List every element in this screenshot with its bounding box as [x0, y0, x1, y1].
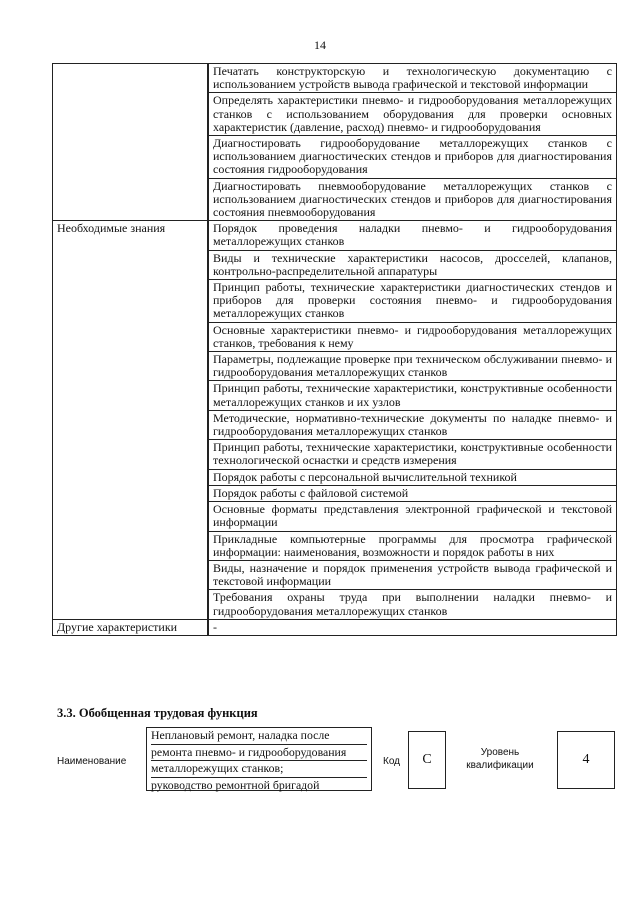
function-name-line: руководство ремонтной бригадой [151, 777, 320, 792]
table-cell: Основные характеристики пневмо- и гидрооборудования металлорежущих станков, требования к нему [208, 322, 617, 351]
table-cell: - [208, 619, 617, 635]
table-cell: Принцип работы, технические характеристики, конструктивные особенности металлорежущих станков и их узлов [208, 381, 617, 410]
level-label-line: Уровень [480, 747, 520, 758]
row-group-heading: Необходимые знания [53, 221, 209, 619]
table-cell: Требования охраны труда при выполнении наладки пневмо- и гидрооборудования металлорежущих станков [208, 590, 617, 619]
qualification-level-label [458, 746, 542, 772]
row-group-heading [53, 64, 209, 221]
table-cell: Виды и технические характеристики насосов, дросселей, клапанов, контрольно-распределительной аппаратуры [208, 250, 617, 279]
table-body [53, 64, 617, 636]
page-number: 14 [314, 38, 326, 52]
table-cell: Печатать конструкторскую и технологическую документацию с использованием устройств вывода графической и текстовой информации [208, 64, 617, 93]
table-cell: Методические, нормативно-технические документы по наладке пневмо- и гидрооборудования металлорежущих станков [208, 410, 617, 439]
name-label: Наименование [57, 756, 127, 767]
code-value: C [422, 752, 432, 767]
function-name-line: ремонта пневмо- и гидрооборудования [151, 745, 367, 762]
table-cell: Диагностировать пневмооборудование металлорежущих станков с использованием диагностических стендов и приборов для диагностирования состояния пневмооборудования [208, 178, 617, 221]
table-cell: Определять характеристики пневмо- и гидрооборудования металлорежущих станков с использованием оборудования для проверки основных характеристик (давление, расход) пневмо- и гидрооборудования [208, 93, 617, 136]
qualification-level-value: 4 [582, 752, 590, 767]
function-name-line: металлорежущих станков; [151, 761, 367, 778]
table-row [53, 619, 617, 635]
table-cell: Диагностировать гидрооборудование металлорежущих станков с использованием диагностических стендов и приборов для диагностирования состояния гидрооборудования [208, 136, 617, 179]
qualification-level-box [557, 731, 615, 789]
table-row [53, 64, 617, 93]
table-cell: Порядок проведения наладки пневмо- и гидрооборудования металлорежущих станков [208, 221, 617, 250]
table-row [53, 221, 617, 250]
level-label-line: квалификации [466, 760, 534, 771]
function-name-box [146, 727, 372, 791]
skills-knowledge-table [52, 63, 617, 636]
table-cell: Параметры, подлежащие проверке при техническом обслуживании пневмо- и гидрооборудования металлорежущих станков [208, 352, 617, 381]
table-cell: Основные форматы представления электронной графической и текстовой информации [208, 502, 617, 531]
code-value-box [408, 731, 446, 789]
table-cell: Виды, назначение и порядок применения устройств вывода графической и текстовой информации [208, 560, 617, 589]
function-name-line: Неплановый ремонт, наладка после [151, 728, 367, 745]
table-cell: Порядок работы с файловой системой [208, 485, 617, 501]
code-label: Код [383, 756, 401, 767]
row-group-heading: Другие характеристики [53, 619, 209, 635]
section-heading: 3.3. Обобщенная трудовая функция [57, 706, 258, 720]
table-cell: Прикладные компьютерные программы для просмотра графической информации: наименования, возможности и порядок работы в них [208, 531, 617, 560]
table-cell: Принцип работы, технические характеристики диагностических стендов и приборов для проверки состояния пневмо- и гидрооборудования металлорежущих станков [208, 280, 617, 323]
table-cell: Принцип работы, технические характеристики, конструктивные особенности технологической оснастки и средств измерения [208, 440, 617, 469]
table-cell: Порядок работы с персональной вычислительной техникой [208, 469, 617, 485]
